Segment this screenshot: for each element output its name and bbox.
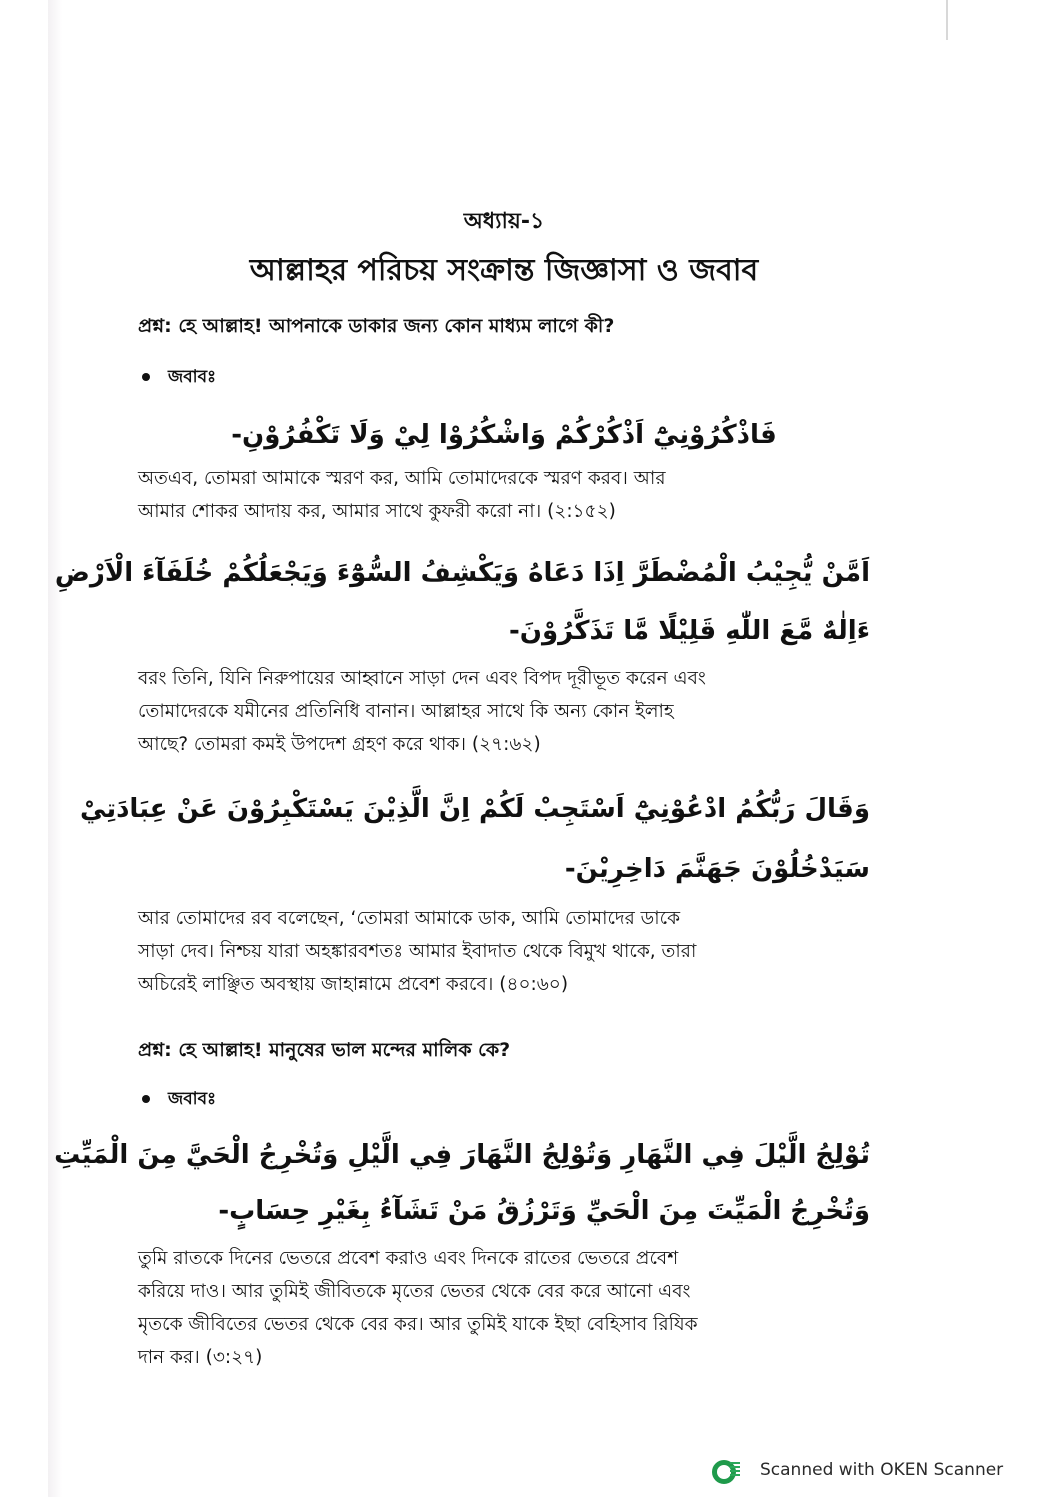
translation-line: অচিরেই লাঞ্ছিত অবস্থায় জাহান্নামে প্রবেশ করবে। (৪০:৬০) bbox=[138, 974, 569, 995]
arabic-verse-3-cont bbox=[138, 844, 870, 894]
arabic-verse-4 bbox=[54, 1130, 870, 1180]
arabic-verse-2 bbox=[54, 548, 870, 598]
page-edge bbox=[946, 0, 948, 40]
translation-line: সাড়া দেব। নিশ্চয় যারা অহঙ্কারবশতঃ আমার ইবাদাত থেকে বিমুখ থাকে, তারা bbox=[138, 941, 697, 962]
question-2: প্রশ্ন: হে আল্লাহ! মানুষের ভাল মন্দের মালিক কে? bbox=[138, 1039, 511, 1061]
translation-line: মৃতকে জীবিতের ভেতর থেকে বের কর। আর তুমিই যাকে ইছা বেহিসাব রিযিক bbox=[138, 1314, 698, 1335]
chapter-title: আল্লাহর পরিচয় সংক্রান্ত জিজ্ঞাসা ও জবাব bbox=[249, 253, 759, 288]
translation-1 bbox=[138, 462, 870, 528]
translation-2 bbox=[138, 662, 870, 761]
arabic-line: اَمَّنْ يُّجِيْبُ الْمُضْطَرَّ اِذَا دَعَاهُ وَيَكْشِفُ السُّوْٓءَ وَيَجْعَلُكُمْ خُلَفَآءَ الْاَرْضِ bbox=[54, 558, 870, 588]
translation-3 bbox=[138, 902, 870, 1001]
oken-scanner-logo-icon bbox=[712, 1458, 742, 1482]
translation-line: দান কর। (৩:২৭) bbox=[138, 1347, 263, 1368]
arabic-verse-4-cont bbox=[138, 1186, 870, 1236]
chapter-label: অধ্যায়-১ bbox=[463, 209, 545, 234]
answer-label-text: জবাবঃ bbox=[168, 1089, 217, 1109]
arabic-verse-2-cont bbox=[138, 606, 870, 656]
page-binding-shadow bbox=[48, 0, 62, 1497]
translation-line: আছে? তোমরা কমই উপদেশ গ্রহণ করে থাক। (২৭:৬২) bbox=[138, 734, 541, 755]
arabic-line: وَقَالَ رَبُّكُمُ ادْعُوْنِيْٓ اَسْتَجِبْ لَكُمْ اِنَّ الَّذِيْنَ يَسْتَكْبِرُوْنَ عَنْ عِبَادَتِيْ bbox=[80, 794, 870, 824]
translation-line: তুমি রাতকে দিনের ভেতরে প্রবেশ করাও এবং দিনকে রাতের ভেতরে প্রবেশ bbox=[138, 1248, 679, 1269]
question-1: প্রশ্ন: হে আল্লাহ! আপনাকে ডাকার জন্য কোন মাধ্যম লাগে কী? bbox=[138, 315, 615, 337]
translation-line: বরং তিনি, যিনি নিরুপায়ের আহ্বানে সাড়া দেন এবং বিপদ দূরীভূত করেন এবং bbox=[138, 668, 706, 689]
bullet-icon bbox=[142, 373, 150, 381]
translation-line: করিয়ে দাও। আর তুমিই জীবিতকে মৃতের ভেতর থেকে বের করে আনো এবং bbox=[138, 1281, 691, 1302]
translation-4 bbox=[138, 1242, 870, 1374]
arabic-line: فَاذْكُرُوْنِيْٓ اَذْكُرْكُمْ وَاشْكُرُوْا لِيْ وَلَا تَكْفُرُوْنِ- bbox=[231, 420, 777, 450]
arabic-verse-1 bbox=[138, 410, 870, 460]
translation-line: আমার শোকর আদায় কর, আমার সাথে কুফরী করো না। (২:১৫২) bbox=[138, 501, 616, 522]
arabic-line: تُوْلِجُ الَّيْلَ فِي النَّهَارِ وَتُوْلِجُ النَّهَارَ فِي الَّيْلِ وَتُخْرِجُ الْحَيَّ مِنَ الْمَيِّتِ bbox=[54, 1140, 870, 1170]
arabic-line: سَيَدْخُلُوْنَ جَهَنَّمَ دَاخِرِيْنَ- bbox=[564, 854, 870, 884]
bullet-icon bbox=[142, 1095, 150, 1103]
translation-line: আর তোমাদের রব বলেছেন, ‘তোমরা আমাকে ডাক, আমি তোমাদের ডাকে bbox=[138, 908, 681, 929]
arabic-verse-3 bbox=[80, 784, 870, 834]
scanner-watermark bbox=[712, 1455, 1003, 1485]
answer-label-text: জবাবঃ bbox=[168, 367, 217, 387]
answer-label-2 bbox=[138, 1086, 216, 1114]
watermark-text: Scanned with OKEN Scanner bbox=[760, 1460, 1004, 1480]
arabic-line: وَتُخْرِجُ الْمَيِّتَ مِنَ الْحَيِّ وَتَرْزُقُ مَنْ تَشَآءُ بِغَيْرِ حِسَابٍ- bbox=[218, 1196, 870, 1226]
translation-line: তোমাদেরকে যমীনের প্রতিনিধি বানান। আল্লাহর সাথে কি অন্য কোন ইলাহ bbox=[138, 701, 674, 722]
translation-line: অতএব, তোমরা আমাকে স্মরণ কর, আমি তোমাদেরকে স্মরণ করব। আর bbox=[138, 468, 666, 489]
answer-label-1 bbox=[138, 364, 216, 392]
arabic-line: ءَاِلٰهٌ مَّعَ اللّٰهِ قَلِيْلًا مَّا تَذَكَّرُوْنَ- bbox=[509, 616, 870, 646]
